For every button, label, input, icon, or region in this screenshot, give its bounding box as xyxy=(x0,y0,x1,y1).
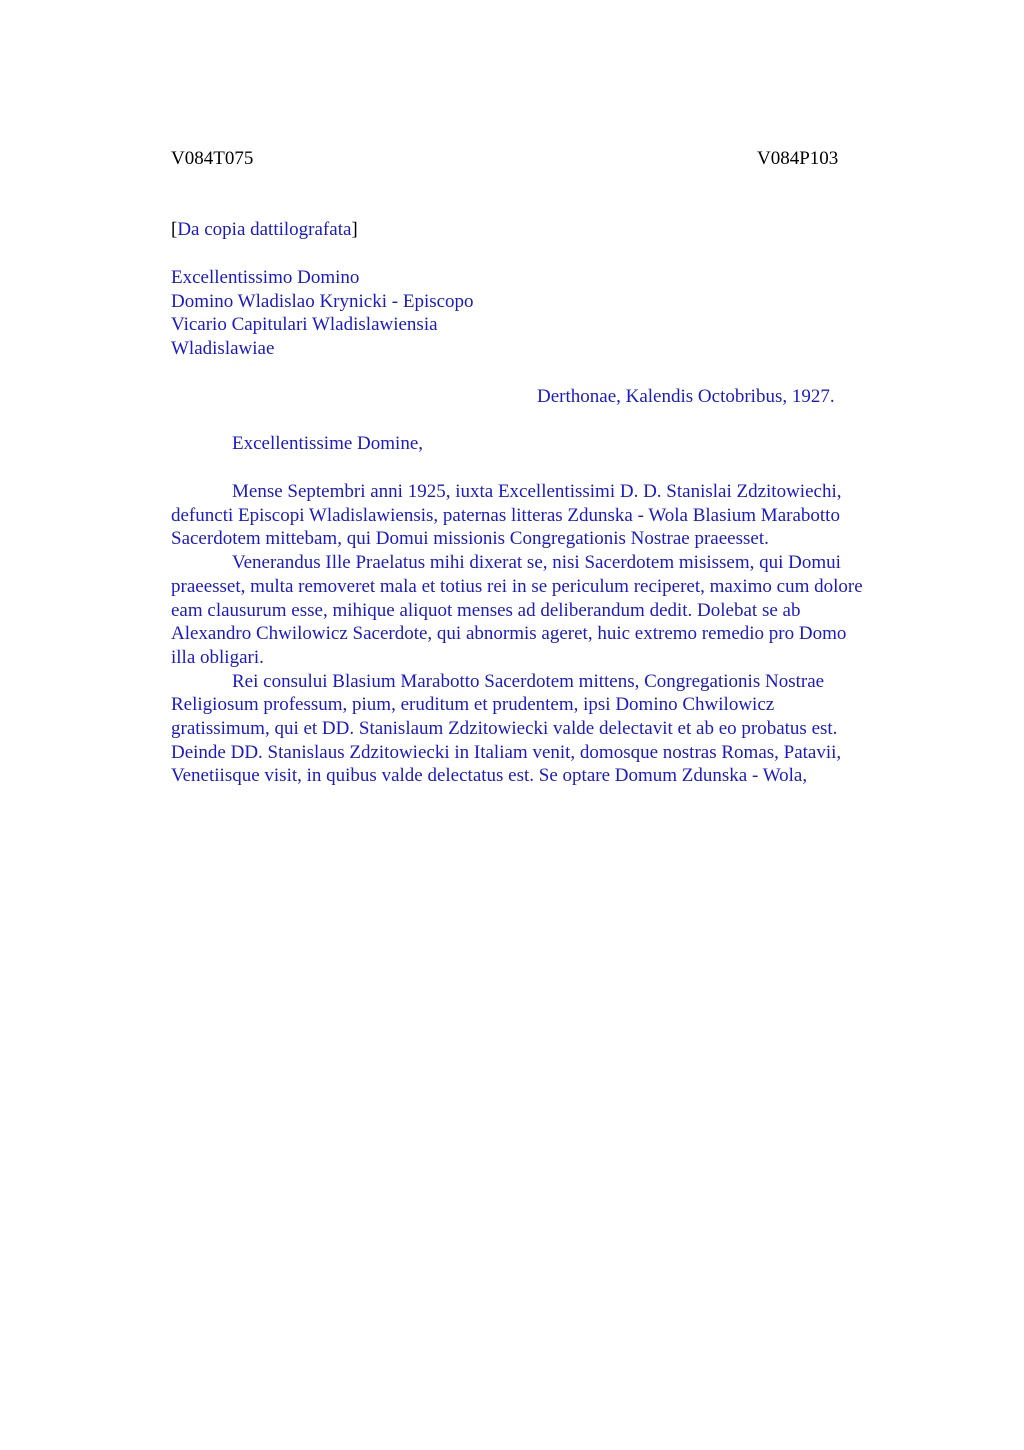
body-line: eam clausurum esse, mihique aliquot menses ad deliberandum dedit. Dolebat se ab xyxy=(171,599,801,621)
body-line: Mense Septembri anni 1925, iuxta Excellentissimi D. D. Stanislai Zdzitowiechi, xyxy=(232,481,842,502)
body-line: Sacerdotem mittebam, qui Domui missionis Congregationis Nostrae praeesset. xyxy=(171,528,769,550)
source-note-open-bracket: [ xyxy=(171,219,178,240)
body-line: Deinde DD. Stanislaus Zdzitowiecki in Italiam venit, domosque nostras Romas, Patavii, xyxy=(171,741,842,763)
address-line: Domino Wladislao Krynicki - Episcopo xyxy=(171,290,474,312)
recipient-address xyxy=(171,266,474,361)
document-reference-left: V084T075 xyxy=(171,148,254,169)
source-note-close-bracket: ] xyxy=(351,219,358,240)
salutation: Excellentissime Domine, xyxy=(232,433,424,454)
source-note xyxy=(171,218,358,242)
document-reference-right: V084P103 xyxy=(757,148,839,169)
dateline: Derthonae, Kalendis Octobribus, 1927. xyxy=(537,386,835,407)
source-note-text: Da copia dattilografata xyxy=(177,219,352,240)
body-line: Venetiisque visit, in quibus valde delectatus est. Se optare Domum Zdunska - Wola, xyxy=(171,765,808,787)
body-line: illa obligari. xyxy=(171,646,264,668)
letter-body xyxy=(171,480,931,788)
body-line: Venerandus Ille Praelatus mihi dixerat se, nisi Sacerdotem misissem, qui Domui xyxy=(232,552,841,574)
body-line: gratissimum, qui et DD. Stanislaum Zdzitowiecki valde delectavit et ab eo probatus est. xyxy=(171,718,838,740)
address-line: Wladislawiae xyxy=(171,338,275,360)
body-line: praeesset, multa removeret mala et totius rei in se periculum reciperet, maximo cum dolore xyxy=(171,575,863,597)
address-line: Excellentissimo Domino xyxy=(171,267,360,288)
address-line: Vicario Capitulari Wladislawiensia xyxy=(171,314,438,336)
body-line: defuncti Episcopi Wladislawiensis, paternas litteras Zdunska - Wola Blasium Marabotto xyxy=(171,504,840,526)
body-line: Religiosum professum, pium, eruditum et prudentem, ipsi Domino Chwilowicz xyxy=(171,694,775,716)
body-line: Rei consului Blasium Marabotto Sacerdotem mittens, Congregationis Nostrae xyxy=(232,670,825,692)
body-line: Alexandro Chwilowicz Sacerdote, qui abnormis ageret, huic extremo remedio pro Domo xyxy=(171,623,847,645)
